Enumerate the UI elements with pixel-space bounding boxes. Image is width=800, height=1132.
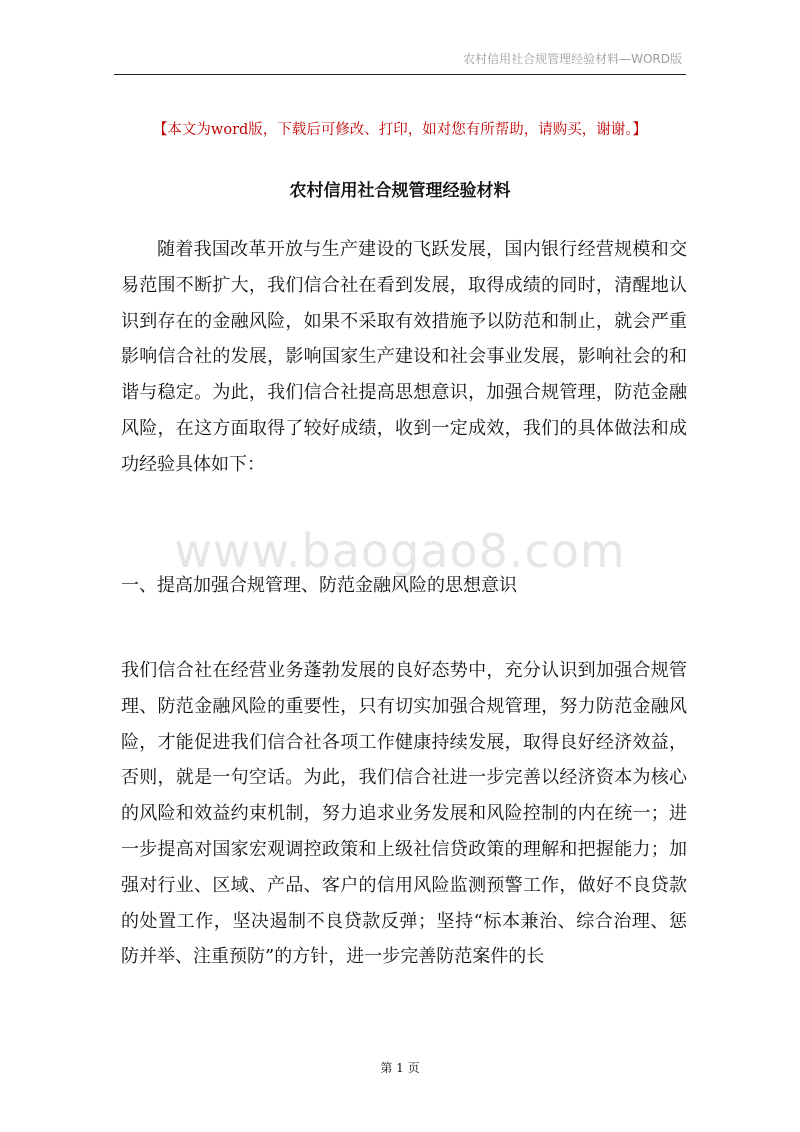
download-notice: 【本文为word版，下载后可修改、打印，如对您有所帮助，请购买，谢谢。】 — [152, 122, 648, 138]
watermark-text: www.baogao8.com — [174, 524, 626, 578]
document-title: 农村信用社合规管理经验材料 — [289, 181, 511, 201]
section-paragraph: 我们信合社在经营业务蓬勃发展的良好态势中，充分认识到加强合规管理、防范金融风险的重要性，只有切实加强合规管理，努力防范金融风险，才能促进我们信合社各项工作健康持续发展，取得良好经济效益，否则，就是一句空话。为此，我们信合社进一步完善以经济资本为核心的风险和效益约束机制，努力追求业务发展和风险控制的内在统一；进一步提高对国家宏观调控政策和上级社信贷政策的理解和把握能力；加强对行业、区域、产品、客户的信用风险监测预警工作，做好不良贷款的处置工作，坚决遏制不良贷款反弹；坚持“标本兼治、综合治理、惩防并举、注重预防”的方针，进一步完善防范案件的长 — [121, 660, 687, 968]
header-divider — [114, 74, 686, 75]
running-header: 农村信用社合规管理经验材料—WORD版 — [463, 52, 682, 66]
section-heading: 一、提高加强合规管理、防范金融风险的思想意识 — [121, 575, 517, 596]
intro-paragraph: 随着我国改革开放与生产建设的飞跃发展，国内银行经营规模和交易范围不断扩大，我们信合社在看到发展，取得成绩的同时，清醒地认识到存在的金融风险，如果不采取有效措施予以防范和制止，就会严重影响信合社的发展，影响国家生产建设和社会事业发展，影响社会的和谐与稳定。为此，我们信合社提高思想意识，加强合规管理，防范金融风险，在这方面取得了较好成绩，收到一定成效，我们的具体做法和成功经验具体如下： — [121, 239, 687, 475]
page-number: 第 1 页 — [380, 1061, 420, 1075]
